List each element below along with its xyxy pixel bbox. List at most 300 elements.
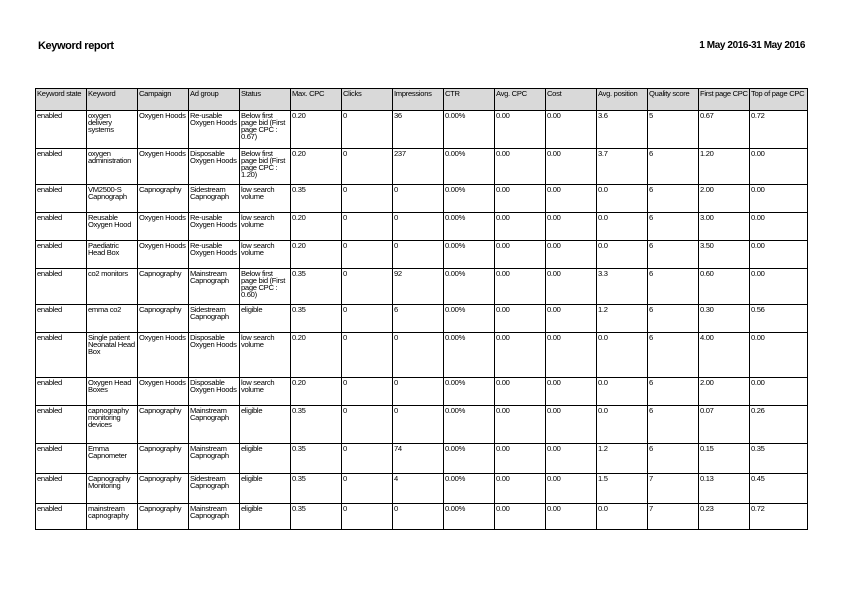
table-cell (189, 474, 240, 504)
cell-text: 0 (343, 270, 347, 278)
table-cell (750, 213, 808, 241)
table-cell (291, 504, 342, 530)
table-cell (648, 269, 699, 305)
table-cell (393, 333, 444, 378)
table-cell (36, 305, 87, 333)
cell-text: eligible (241, 475, 263, 483)
cell-text: enabled (37, 445, 62, 453)
cell-text: 0 (394, 407, 398, 415)
table-cell (291, 111, 342, 149)
cell-text: Below first page bid (First page CPC : 0.60) (241, 270, 286, 299)
table-cell (36, 213, 87, 241)
cell-text: 0.00% (445, 112, 466, 120)
table-cell (189, 305, 240, 333)
cell-text: Mainstream Capnograph (190, 270, 229, 285)
table-cell (291, 149, 342, 185)
cell-text: 0.26 (751, 407, 765, 415)
table-cell (597, 378, 648, 406)
cell-text: 0.00 (496, 186, 510, 194)
cell-text: Re-usable Oxygen Hoods (190, 214, 237, 229)
table-cell (138, 269, 189, 305)
cell-text: 0.20 (292, 334, 306, 342)
table-cell (291, 444, 342, 474)
cell-text: enabled (37, 112, 62, 120)
column-header: Keyword state (36, 89, 87, 111)
cell-text: Mainstream Capnograph (190, 445, 229, 460)
table-cell (291, 241, 342, 269)
keyword-report-table (35, 88, 808, 530)
table-cell (240, 474, 291, 504)
table-row (36, 269, 808, 305)
table-cell (648, 149, 699, 185)
cell-text: 0.72 (751, 112, 765, 120)
table-cell (750, 185, 808, 213)
cell-text: 0.00 (496, 334, 510, 342)
cell-text: 3.3 (598, 270, 608, 278)
table-cell (750, 406, 808, 444)
cell-text: enabled (37, 334, 62, 342)
table-row (36, 504, 808, 530)
table-cell (291, 305, 342, 333)
table-cell (750, 305, 808, 333)
table-cell (648, 213, 699, 241)
cell-text: low search volume (241, 186, 275, 201)
table-cell (393, 504, 444, 530)
table-cell (240, 378, 291, 406)
cell-text: Oxygen Hoods (139, 379, 186, 387)
table-cell (87, 504, 138, 530)
table-cell (444, 111, 495, 149)
table-cell (138, 378, 189, 406)
table-header (36, 89, 808, 111)
table-cell (699, 504, 750, 530)
table-cell (240, 185, 291, 213)
table-cell (546, 111, 597, 149)
cell-text: 0.00 (751, 270, 765, 278)
table-cell (750, 444, 808, 474)
table-cell (393, 474, 444, 504)
cell-text: low search volume (241, 214, 275, 229)
table-cell (699, 333, 750, 378)
table-cell (138, 474, 189, 504)
cell-text: 0.15 (700, 445, 714, 453)
column-header: Quality score (648, 89, 699, 111)
table-cell (87, 213, 138, 241)
cell-text: enabled (37, 242, 62, 250)
cell-text: 0.00 (751, 334, 765, 342)
column-header: Ad group (189, 89, 240, 111)
cell-text: 4 (394, 475, 398, 483)
table-cell (750, 378, 808, 406)
table-cell (546, 305, 597, 333)
table-cell (546, 269, 597, 305)
table-cell (240, 111, 291, 149)
cell-text: 0 (394, 214, 398, 222)
cell-text: 0.00 (547, 407, 561, 415)
cell-text: 0.00% (445, 186, 466, 194)
cell-text: 0 (394, 334, 398, 342)
table-cell (699, 378, 750, 406)
table-cell (189, 149, 240, 185)
table-cell (87, 474, 138, 504)
column-header: Campaign (138, 89, 189, 111)
table-cell (648, 406, 699, 444)
table-cell (138, 406, 189, 444)
cell-text: 0 (394, 242, 398, 250)
cell-text: 6 (649, 270, 653, 278)
column-header: First page CPC (699, 89, 750, 111)
table-cell (699, 444, 750, 474)
cell-text: 0 (343, 334, 347, 342)
table-cell (393, 444, 444, 474)
table-cell (597, 269, 648, 305)
cell-text: 0.00% (445, 242, 466, 250)
column-header: Keyword (87, 89, 138, 111)
table-cell (444, 474, 495, 504)
cell-text: 0 (343, 150, 347, 158)
table-cell (342, 305, 393, 333)
table-cell (393, 406, 444, 444)
table-cell (87, 333, 138, 378)
cell-text: 0.35 (292, 186, 306, 194)
column-header: Cost (546, 89, 597, 111)
table-cell (444, 378, 495, 406)
cell-text: 6 (649, 242, 653, 250)
cell-text: 0.35 (292, 475, 306, 483)
column-header: Top of page CPC (750, 89, 808, 111)
cell-text: 0.00% (445, 306, 466, 314)
cell-text: co2 monitors (88, 270, 128, 278)
cell-text: 0 (343, 407, 347, 415)
cell-text: 0.00 (496, 270, 510, 278)
cell-text: 0.00 (547, 505, 561, 513)
cell-text: 74 (394, 445, 402, 453)
table-cell (189, 111, 240, 149)
cell-text: 3.7 (598, 150, 608, 158)
cell-text: 3.6 (598, 112, 608, 120)
table-cell (189, 444, 240, 474)
table-cell (240, 305, 291, 333)
table-cell (189, 333, 240, 378)
table-cell (240, 269, 291, 305)
cell-text: emma co2 (88, 306, 122, 314)
cell-text: Sidestream Capnograph (190, 306, 229, 321)
table-cell (189, 241, 240, 269)
cell-text: 0.35 (292, 505, 306, 513)
cell-text: 36 (394, 112, 402, 120)
table-cell (36, 269, 87, 305)
table-cell (342, 406, 393, 444)
cell-text: enabled (37, 407, 62, 415)
cell-text: 6 (649, 334, 653, 342)
cell-text: enabled (37, 379, 62, 387)
table-cell (342, 269, 393, 305)
table-cell (750, 269, 808, 305)
cell-text: Paediatric Head Box (88, 242, 119, 257)
table-cell (393, 378, 444, 406)
table-row (36, 333, 808, 378)
table-cell (87, 111, 138, 149)
cell-text: 0.35 (292, 270, 306, 278)
table-cell (342, 149, 393, 185)
cell-text: 0 (394, 186, 398, 194)
table-cell (444, 444, 495, 474)
table-cell (597, 241, 648, 269)
table-cell (393, 185, 444, 213)
cell-text: 0.07 (700, 407, 714, 415)
table-cell (291, 333, 342, 378)
cell-text: 0.35 (292, 407, 306, 415)
cell-text: oxygen administration (88, 150, 132, 165)
cell-text: Capnography (139, 475, 182, 483)
cell-text: Capnography (139, 306, 182, 314)
cell-text: enabled (37, 306, 62, 314)
table-cell (597, 185, 648, 213)
cell-text: 0.00 (751, 186, 765, 194)
table-cell (495, 149, 546, 185)
cell-text: 0.00% (445, 445, 466, 453)
cell-text: 0.00 (751, 242, 765, 250)
table-cell (495, 333, 546, 378)
cell-text: Capnography (139, 505, 182, 513)
cell-text: 0.0 (598, 407, 608, 415)
table-cell (240, 241, 291, 269)
table-cell (444, 149, 495, 185)
cell-text: 6 (649, 445, 653, 453)
cell-text: 0.00 (547, 214, 561, 222)
cell-text: 3.50 (700, 242, 714, 250)
table-cell (36, 149, 87, 185)
table-cell (36, 406, 87, 444)
table-row (36, 149, 808, 185)
cell-text: 5 (649, 112, 653, 120)
cell-text: Capnography Monitoring (88, 475, 131, 490)
table-cell (495, 444, 546, 474)
table-cell (648, 378, 699, 406)
table-cell (240, 406, 291, 444)
table-cell (546, 378, 597, 406)
table-cell (495, 269, 546, 305)
cell-text: enabled (37, 150, 62, 158)
cell-text: 0.20 (292, 112, 306, 120)
column-header: Clicks (342, 89, 393, 111)
cell-text: eligible (241, 407, 263, 415)
table-cell (699, 269, 750, 305)
cell-text: enabled (37, 270, 62, 278)
table-cell (291, 185, 342, 213)
cell-text: Oxygen Hoods (139, 112, 186, 120)
table-cell (750, 241, 808, 269)
table-cell (546, 149, 597, 185)
table-cell (699, 149, 750, 185)
table-cell (36, 444, 87, 474)
cell-text: enabled (37, 505, 62, 513)
column-header: Max. CPC (291, 89, 342, 111)
column-header: CTR (444, 89, 495, 111)
cell-text: 0.00 (751, 150, 765, 158)
table-cell (138, 305, 189, 333)
cell-text: 6 (394, 306, 398, 314)
cell-text: 0.45 (751, 475, 765, 483)
cell-text: 0.00 (547, 334, 561, 342)
table-cell (699, 406, 750, 444)
cell-text: 0.0 (598, 186, 608, 194)
table-cell (495, 474, 546, 504)
table-cell (699, 111, 750, 149)
cell-text: 0.00% (445, 270, 466, 278)
cell-text: 0.00 (751, 214, 765, 222)
cell-text: 92 (394, 270, 402, 278)
cell-text: Disposable Oxygen Hoods (190, 379, 237, 394)
table-cell (342, 474, 393, 504)
table-cell (87, 406, 138, 444)
table-cell (546, 406, 597, 444)
table-cell (495, 406, 546, 444)
cell-text: VM2500-S Capnograph (88, 186, 127, 201)
table-cell (648, 185, 699, 213)
table-cell (342, 333, 393, 378)
cell-text: 0.00 (496, 112, 510, 120)
table-cell (648, 305, 699, 333)
table-cell (342, 111, 393, 149)
table-cell (393, 305, 444, 333)
table-cell (342, 213, 393, 241)
cell-text: Oxygen Hoods (139, 150, 186, 158)
table-cell (597, 149, 648, 185)
table-row (36, 406, 808, 444)
cell-text: Single patient Neonatal Head Box (88, 334, 135, 356)
table-cell (393, 149, 444, 185)
cell-text: Re-usable Oxygen Hoods (190, 112, 237, 127)
table-cell (393, 213, 444, 241)
cell-text: 1.5 (598, 475, 608, 483)
cell-text: 0.00% (445, 407, 466, 415)
cell-text: Oxygen Hoods (139, 334, 186, 342)
cell-text: 0 (343, 445, 347, 453)
table-cell (393, 111, 444, 149)
table-cell (597, 111, 648, 149)
table-cell (495, 213, 546, 241)
table-cell (444, 213, 495, 241)
cell-text: 0.35 (292, 306, 306, 314)
table-cell (648, 444, 699, 474)
cell-text: 0.67 (700, 112, 714, 120)
cell-text: 0.00% (445, 150, 466, 158)
table-cell (495, 241, 546, 269)
cell-text: low search volume (241, 334, 275, 349)
column-header: Avg. position (597, 89, 648, 111)
cell-text: 0.0 (598, 334, 608, 342)
table-cell (342, 504, 393, 530)
table-cell (138, 504, 189, 530)
cell-text: 6 (649, 379, 653, 387)
cell-text: 0 (394, 505, 398, 513)
cell-text: 237 (394, 150, 406, 158)
table-cell (138, 333, 189, 378)
cell-text: 0.20 (292, 379, 306, 387)
table-cell (36, 474, 87, 504)
column-header: Status (240, 89, 291, 111)
cell-text: Capnography (139, 186, 182, 194)
cell-text: Oxygen Hoods (139, 214, 186, 222)
table-cell (36, 111, 87, 149)
cell-text: 0.20 (292, 214, 306, 222)
table-cell (444, 185, 495, 213)
table-row (36, 378, 808, 406)
cell-text: Disposable Oxygen Hoods (190, 334, 237, 349)
cell-text: 1.2 (598, 306, 608, 314)
table-cell (36, 504, 87, 530)
cell-text: 0.56 (751, 306, 765, 314)
table-cell (699, 185, 750, 213)
cell-text: eligible (241, 445, 263, 453)
cell-text: 6 (649, 407, 653, 415)
cell-text: 0.0 (598, 379, 608, 387)
table-cell (546, 474, 597, 504)
cell-text: 2.00 (700, 379, 714, 387)
table-cell (699, 474, 750, 504)
table-cell (240, 444, 291, 474)
table-cell (699, 305, 750, 333)
table-cell (87, 444, 138, 474)
table-cell (291, 378, 342, 406)
cell-text: 0.35 (292, 445, 306, 453)
column-header: Avg. CPC (495, 89, 546, 111)
cell-text: 6 (649, 306, 653, 314)
cell-text: 0 (343, 475, 347, 483)
table-cell (189, 378, 240, 406)
table-cell (87, 269, 138, 305)
table-cell (597, 444, 648, 474)
cell-text: Oxygen Hoods (139, 242, 186, 250)
table-cell (546, 213, 597, 241)
cell-text: 0.00% (445, 214, 466, 222)
table-cell (444, 406, 495, 444)
table-cell (750, 504, 808, 530)
cell-text: eligible (241, 306, 263, 314)
table-cell (750, 111, 808, 149)
report-title: Keyword report (38, 40, 114, 52)
table-cell (36, 241, 87, 269)
cell-text: 0.00% (445, 379, 466, 387)
table-cell (546, 333, 597, 378)
table-cell (444, 333, 495, 378)
cell-text: 0.00 (496, 150, 510, 158)
cell-text: 1.2 (598, 445, 608, 453)
table-cell (240, 504, 291, 530)
table-cell (495, 378, 546, 406)
cell-text: 1.20 (700, 150, 714, 158)
table-cell (342, 241, 393, 269)
cell-text: 0.00% (445, 505, 466, 513)
table-cell (87, 378, 138, 406)
table-cell (444, 269, 495, 305)
table-cell (699, 213, 750, 241)
cell-text: 0.30 (700, 306, 714, 314)
cell-text: 0.00 (547, 306, 561, 314)
cell-text: Disposable Oxygen Hoods (190, 150, 237, 165)
cell-text: 0.00 (547, 379, 561, 387)
cell-text: Below first page bid (First page CPC : 1.20) (241, 150, 286, 179)
cell-text: 0.20 (292, 242, 306, 250)
cell-text: 0.00 (496, 475, 510, 483)
table-cell (597, 406, 648, 444)
table-row (36, 305, 808, 333)
cell-text: 0.00 (496, 407, 510, 415)
table-cell (240, 213, 291, 241)
cell-text: 0.00 (751, 379, 765, 387)
column-header: Impressions (393, 89, 444, 111)
